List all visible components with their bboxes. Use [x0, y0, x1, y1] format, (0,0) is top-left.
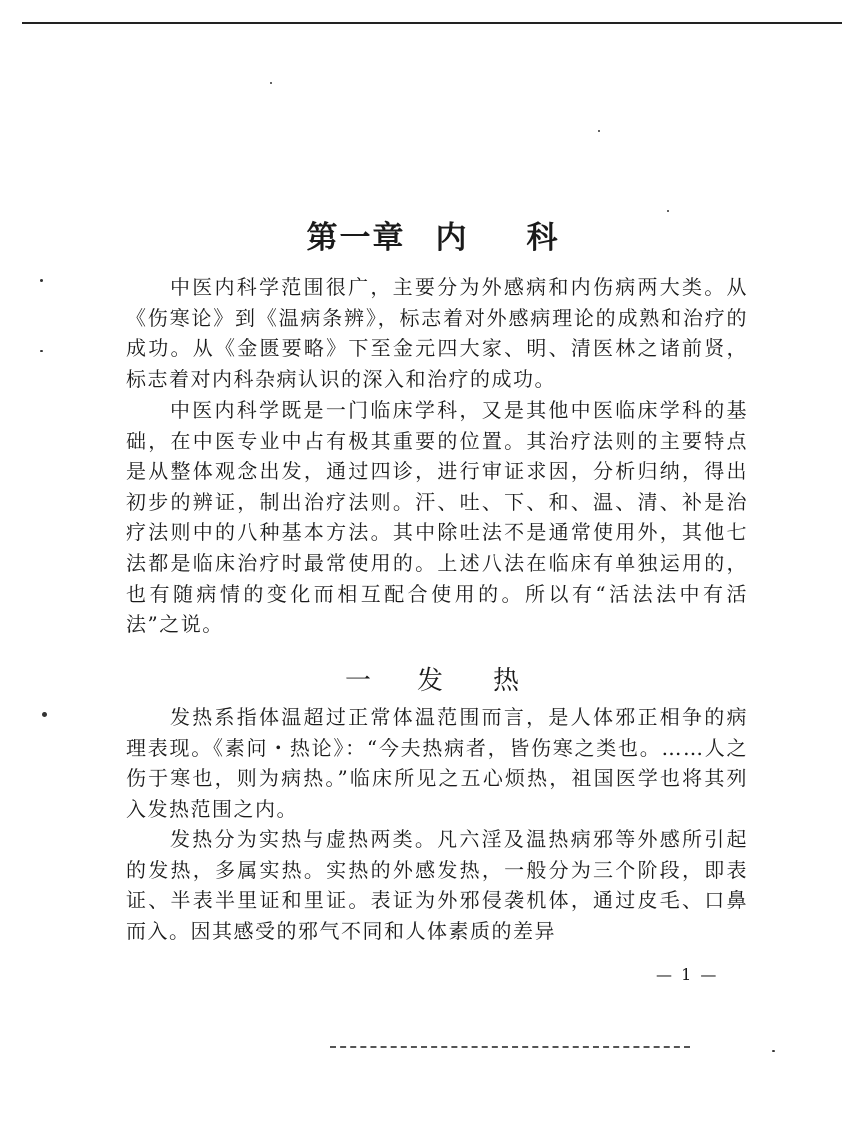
- page-number: — 1 —: [656, 965, 719, 984]
- scan-speck: [667, 210, 669, 212]
- section-number: 一: [344, 666, 373, 696]
- chapter-title-word-1: 内: [435, 220, 469, 256]
- paragraph-fever-types: 发热分为实热与虚热两类。凡六淫及温热病邪等外感所引起的发热，多属实热。实热的外感发热，一般分为三个阶段，即表证、半表半里证和里证。表证为外邪侵袭机体，通过皮毛、口鼻而入。因其感受的邪气不同和人体素质的差异: [126, 827, 748, 943]
- scan-speck: [270, 82, 272, 84]
- top-rule: [22, 22, 842, 24]
- paragraph-fever-definition: 发热系指体温超过正常体温范围而言，是人体邪正相争的病理表现。《素问・热论》：“今夫热病者，皆伤寒之类也。……人之伤于寒也，则为病热。”临床所见之五心烦热，祖国医学也将其列入发热范围之内。: [126, 705, 748, 821]
- paragraph-methods: 中医内科学既是一门临床学科，又是其他中医临床学科的基础，在中医专业中占有极其重要的位置。其治疗法则的主要特点是从整体观念出发，通过四诊，进行审证求因，分析归纳，得出初步的辨证，制出治疗法则。汗、吐、下、和、温、清、补是治疗法则中的八种基本方法。其中除吐法不是通常使用外，其他七法都是临床治疗时最常使用的。上述八法在临床有单独运用的，也有随病情的变化而相互配合使用的。所以有“活法法中有活法”之说。: [126, 398, 748, 637]
- chapter-title-word-2: 科: [526, 220, 560, 256]
- paragraph-intro: 中医内科学范围很广，主要分为外感病和内伤病两大类。从《伤寒论》到《温病条辨》，标志着对外感病理论的成熟和治疗的成功。从《金匮要略》下至金元四大家、明、清医林之诸前贤，标志着对内科杂病认识的深入和治疗的成功。: [126, 275, 748, 391]
- scan-speck: [598, 130, 600, 132]
- section-title-word-1: 发: [416, 666, 445, 696]
- chapter-title: [0, 212, 866, 257]
- scan-speck: [42, 712, 47, 717]
- scan-artifact-line: [330, 1046, 690, 1048]
- scan-speck: [772, 1050, 775, 1052]
- section-title: [0, 660, 866, 697]
- scan-speck: [40, 350, 43, 352]
- section-title-word-2: 热: [493, 666, 522, 696]
- scan-speck: [40, 279, 43, 282]
- chapter-title-number: 第一章: [306, 220, 406, 256]
